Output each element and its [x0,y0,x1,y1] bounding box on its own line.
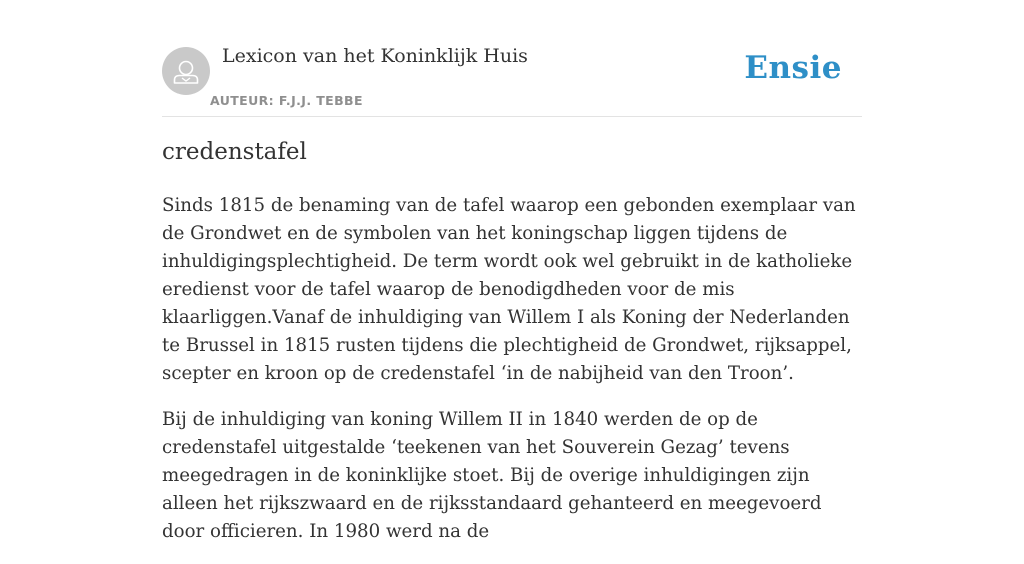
entry-paragraph: Bij de inhuldiging van koning Willem II in 1840 werden de op de credenstafel uitgestalde ‘teekenen van het Souverein Gezag’ tevens meegedragen in de koninklijke stoet. Bij de overige inhuldigingen zijn alleen het rijkszwaard en de rijksstandaard gehanteerd en meegevoerd door officieren. In 1980 werd na de [162,409,822,542]
book-title-link[interactable]: Lexicon van het Koninklijk Huis [222,45,528,67]
header [162,0,862,117]
entry-paragraph: Sinds 1815 de benaming van de tafel waarop een gebonden exemplaar van de Grondwet en de symbolen van het koningschap liggen tijdens de inhuldigingsplechtigheid. De term wordt ook wel gebruikt in de katholieke eredienst voor de tafel waarop de benodigdheden voor de mis klaarliggen.Vanaf de inhuldiging van Willem I als Koning der Nederlanden te Brussel in 1815 rusten tijdens die plechtigheid de Grondwet, rijksappel, scepter en kroon op de credenstafel ‘in de nabijheid van den Troon’. [162,195,856,384]
ensie-logo[interactable]: Ensie [744,50,842,86]
author-avatar[interactable] [162,47,210,95]
author-label[interactable]: AUTEUR: F.J.J. TEBBE [210,93,363,108]
entry-body [162,192,866,564]
entry-title: credenstafel [162,139,307,165]
user-icon [162,47,210,95]
